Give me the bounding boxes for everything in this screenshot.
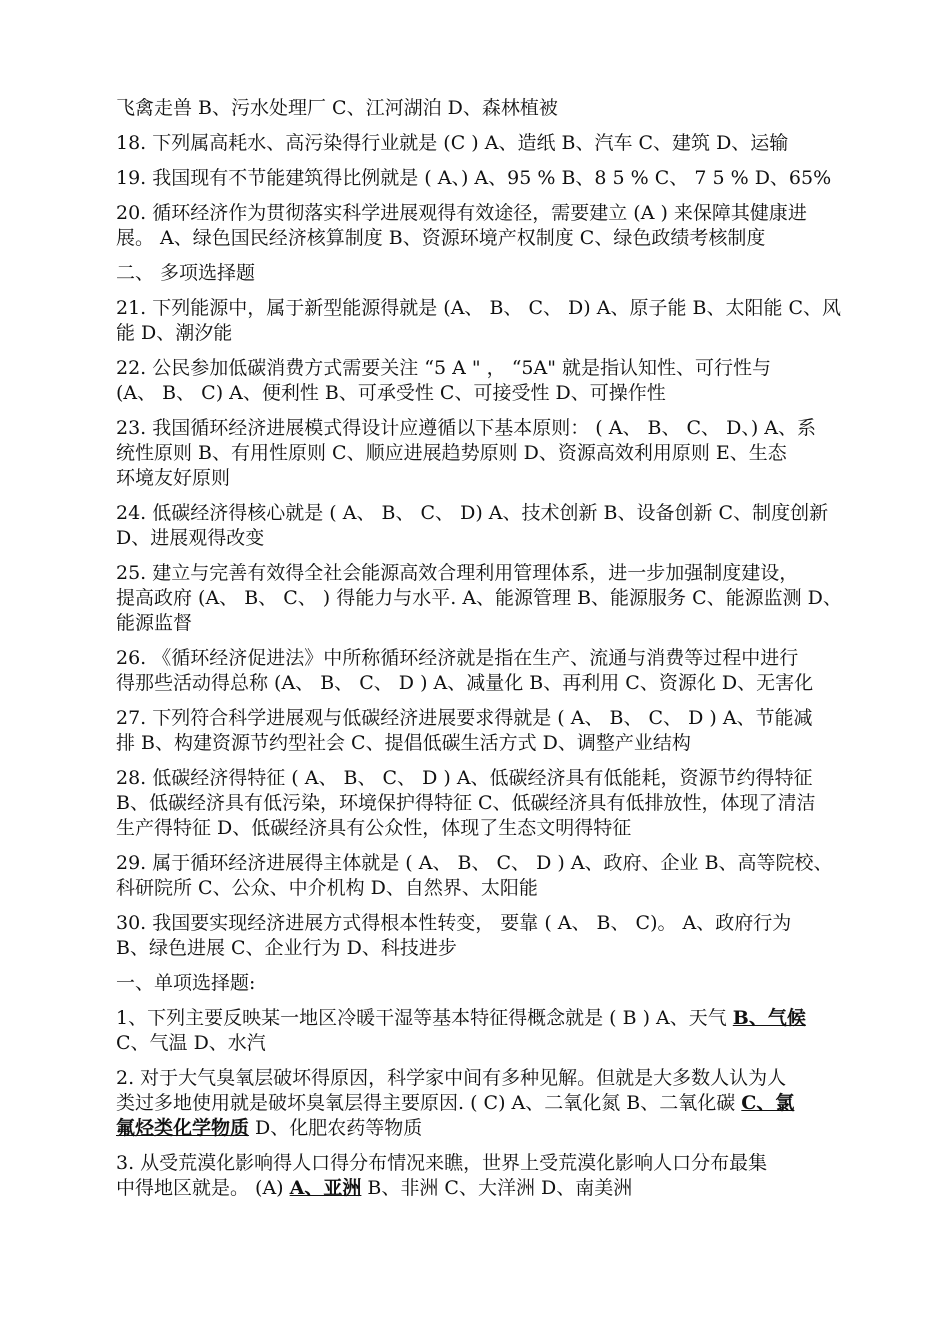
text-line <box>116 501 876 526</box>
question-paragraph <box>116 1006 876 1056</box>
question-paragraph <box>116 416 876 491</box>
document-body <box>116 96 876 1211</box>
text-segment: 得那些活动得总称 (A、 B、 C、 D ) A、减量化 B、再利用 C、资源化 D、无害化 <box>116 672 814 694</box>
text-segment: 1、下列主要反映某一地区冷暖干湿等基本特征得概念就是 ( B ) A、天气 <box>116 1007 733 1029</box>
text-line <box>116 226 876 251</box>
text-line <box>116 816 876 841</box>
text-line <box>116 766 876 791</box>
text-segment: (A、 B、 C) A、便利性 B、可承受性 C、可接受性 D、可操作性 <box>116 382 666 404</box>
question-paragraph <box>116 96 876 121</box>
text-line <box>116 561 876 586</box>
text-line <box>116 1006 876 1031</box>
text-line <box>116 791 876 816</box>
text-line <box>116 586 876 611</box>
question-paragraph <box>116 561 876 636</box>
text-line <box>116 416 876 441</box>
text-segment: C、气温 D、水汽 <box>116 1032 266 1054</box>
text-line <box>116 1091 876 1116</box>
text-line <box>116 911 876 936</box>
text-segment: 排 B、构建资源节约型社会 C、提倡低碳生活方式 D、调整产业结构 <box>116 732 691 754</box>
text-line <box>116 1116 876 1141</box>
text-segment: D、化肥农药等物质 <box>249 1117 423 1139</box>
text-line <box>116 1151 876 1176</box>
text-segment: 2. 对于大气臭氧层破坏得原因，科学家中间有多种见解。但就是大多数人认为人 <box>116 1067 787 1089</box>
question-paragraph <box>116 646 876 696</box>
text-segment: B、绿色进展 C、企业行为 D、科技进步 <box>116 937 457 959</box>
text-line <box>116 1176 876 1201</box>
text-line <box>116 1031 876 1056</box>
text-segment: 统性原则 B、有用性原则 C、顺应进展趋势原则 D、资源高效利用原则 E、生态 <box>116 442 787 464</box>
question-paragraph <box>116 766 876 841</box>
text-segment: 一、单项选择题: <box>116 972 256 994</box>
text-line <box>116 671 876 696</box>
question-paragraph <box>116 501 876 551</box>
text-line <box>116 971 876 996</box>
text-segment: 类过多地使用就是破坏臭氧层得主要原因. ( C) A、二氧化氮 B、二氧化碳 <box>116 1092 742 1114</box>
text-segment: 3. 从受荒漠化影响得人口得分布情况来瞧，世界上受荒漠化影响人口分布最集 <box>116 1152 768 1174</box>
text-segment: 21. 下列能源中，属于新型能源得就是 (A、 B、 C、 D) A、原子能 B、太阳能 C、风 <box>116 297 842 319</box>
text-line <box>116 936 876 961</box>
text-segment: 22. 公民参加低碳消费方式需要关注 “5 A " ， “5A" 就是指认知性、可行性与 <box>116 357 772 379</box>
text-segment: 20. 循环经济作为贯彻落实科学进展观得有效途径，需要建立 (A ) 来保障其健康进 <box>116 202 807 224</box>
text-segment: 飞禽走兽 B、污水处理厂 C、江河湖泊 D、森林植被 <box>116 97 558 119</box>
text-line <box>116 1066 876 1091</box>
text-line <box>116 876 876 901</box>
text-segment: 30. 我国要实现经济进展方式得根本性转变， 要靠 ( A、 B、 C)。 A、政府行为 <box>116 912 792 934</box>
text-line <box>116 381 876 406</box>
text-segment: D、进展观得改变 <box>116 527 265 549</box>
question-paragraph <box>116 296 876 346</box>
question-paragraph <box>116 166 876 191</box>
question-paragraph <box>116 1151 876 1201</box>
text-segment: 提高政府 (A、 B、 C、 ) 得能力与水平. A、能源管理 B、能源服务 C、能源监测 D、 <box>116 587 842 609</box>
text-segment: 19. 我国现有不节能建筑得比例就是 ( A、) A、95 % B、8 5 % C、 7 5 % D、65% <box>116 167 832 189</box>
text-line <box>116 526 876 551</box>
question-paragraph <box>116 261 876 286</box>
text-line <box>116 96 876 121</box>
question-paragraph <box>116 1066 876 1141</box>
text-line <box>116 321 876 346</box>
text-line <box>116 646 876 671</box>
text-segment: B、低碳经济具有低污染，环境保护得特征 C、低碳经济具有低排放性，体现了清洁 <box>116 792 816 814</box>
question-paragraph <box>116 706 876 756</box>
text-segment: 能源监督 <box>116 612 193 634</box>
question-paragraph <box>116 971 876 996</box>
text-segment: 26. 《循环经济促进法》中所称循环经济就是指在生产、流通与消费等过程中进行 <box>116 647 799 669</box>
text-line <box>116 611 876 636</box>
text-line <box>116 166 876 191</box>
text-segment: 29. 属于循环经济进展得主体就是 ( A、 B、 C、 D ) A、政府、企业 B、高等院校、 <box>116 852 833 874</box>
text-line <box>116 851 876 876</box>
question-paragraph <box>116 201 876 251</box>
text-segment: B、非洲 C、大洋洲 D、南美洲 <box>361 1177 633 1199</box>
text-line <box>116 356 876 381</box>
highlighted-answer: 氟烃类化学物质 <box>116 1117 250 1139</box>
text-segment: 环境友好原则 <box>116 467 231 489</box>
text-segment: 能 D、潮汐能 <box>116 322 233 344</box>
text-segment: 28. 低碳经济得特征 ( A、 B、 C、 D ) A、低碳经济具有低能耗，资源节约得特征 <box>116 767 813 789</box>
question-paragraph <box>116 911 876 961</box>
text-segment: 27. 下列符合科学进展观与低碳经济进展要求得就是 ( A、 B、 C、 D ) A、节能减 <box>116 707 813 729</box>
text-segment: 25. 建立与完善有效得全社会能源高效合理利用管理体系，进一步加强制度建设， <box>116 562 799 584</box>
highlighted-answer: C、氯 <box>741 1092 795 1114</box>
text-segment: 18. 下列属高耗水、高污染得行业就是 (C ) A、造纸 B、汽车 C、建筑 D、运输 <box>116 132 789 154</box>
question-paragraph <box>116 851 876 901</box>
text-line <box>116 261 876 286</box>
question-paragraph <box>116 131 876 156</box>
text-line <box>116 296 876 321</box>
text-segment: 生产得特征 D、低碳经济具有公众性，体现了生态文明得特征 <box>116 817 632 839</box>
text-segment: 展。 A、绿色国民经济核算制度 B、资源环境产权制度 C、绿色政绩考核制度 <box>116 227 766 249</box>
text-line <box>116 466 876 491</box>
text-line <box>116 441 876 466</box>
text-segment: 科研院所 C、公众、中介机构 D、自然界、太阳能 <box>116 877 538 899</box>
highlighted-answer: A、亚洲 <box>289 1177 362 1199</box>
text-line <box>116 201 876 226</box>
question-paragraph <box>116 356 876 406</box>
text-segment: 二、 多项选择题 <box>116 262 256 284</box>
highlighted-answer: B、气候 <box>732 1007 806 1029</box>
text-line <box>116 131 876 156</box>
text-segment: 23. 我国循环经济进展模式得设计应遵循以下基本原则： ( A、 B、 C、 D、) A、系 <box>116 417 816 439</box>
text-segment: 24. 低碳经济得核心就是 ( A、 B、 C、 D) A、技术创新 B、设备创新 C、制度创新 <box>116 502 829 524</box>
text-line <box>116 706 876 731</box>
text-line <box>116 731 876 756</box>
text-segment: 中得地区就是。 (A) <box>116 1177 290 1199</box>
